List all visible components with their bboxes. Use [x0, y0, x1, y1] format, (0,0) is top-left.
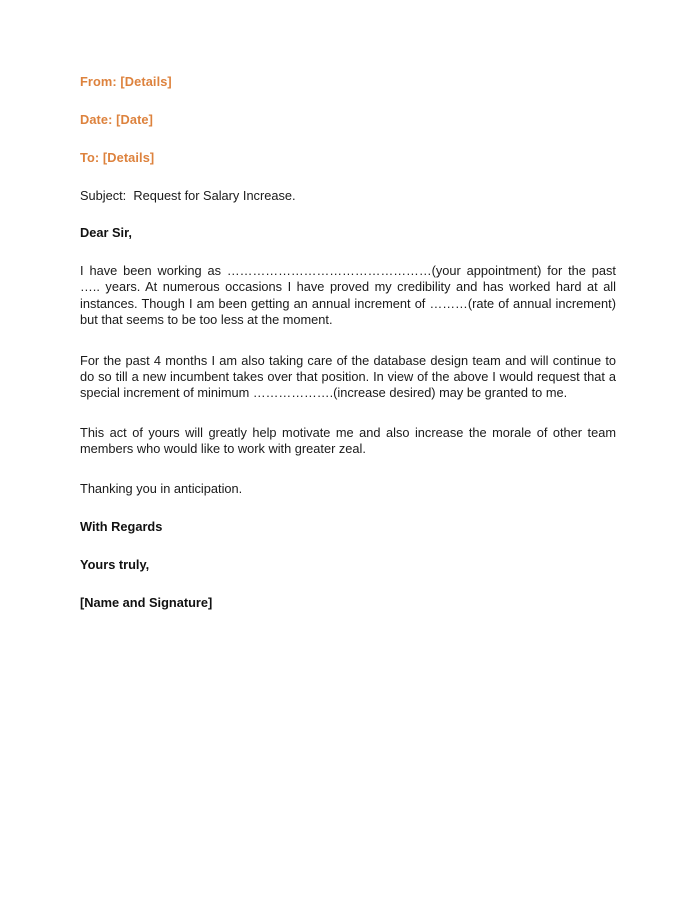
body-paragraph-2: For the past 4 months I am also taking care of the database design team and will continue to do so till a new incumbent takes over that position. In view of the above I would request that a special increment of minimum ……………….(increase desired) may be granted to me. [80, 352, 620, 401]
letter-header-block [80, 74, 616, 166]
body-paragraph-3: This act of yours will greatly help motivate me and also increase the morale of other team members who would like to work with greater zeal. [80, 424, 620, 457]
date-line: Date: [Date] [80, 112, 154, 127]
letter-content [80, 74, 624, 633]
closing-block [80, 519, 616, 611]
subject-line: Subject: Request for Salary Increase. [80, 188, 296, 203]
salutation: Dear Sir, [80, 225, 132, 240]
from-line: From: [Details] [80, 74, 172, 89]
with-regards-line: With Regards [80, 519, 163, 535]
body-paragraph-4: Thanking you in anticipation. [80, 480, 243, 496]
yours-truly-line: Yours truly, [80, 557, 150, 573]
signature-placeholder-line: [Name and Signature] [80, 595, 213, 611]
body-paragraph-1: I have been working as …………………………………………(your appointment) for the past ….. years. At numerous occasions I have proved my credibility and has worked hard at all instances. Though I am been getting an annual increment of ………(rate of annual increment) but that seems to be too less at the moment. [80, 263, 624, 328]
to-line: To: [Details] [80, 150, 155, 165]
